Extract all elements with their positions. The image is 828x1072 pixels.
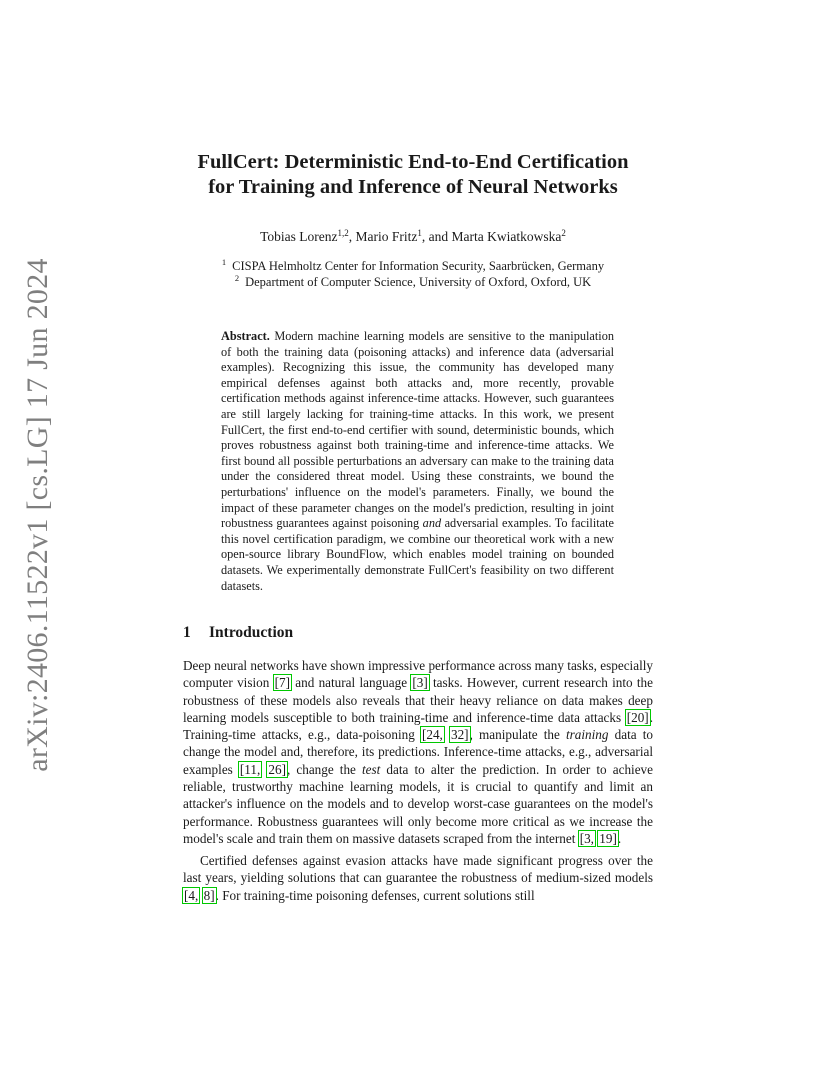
author-name: Tobias Lorenz (260, 229, 338, 244)
affiliation-mark: 2 (234, 273, 240, 283)
paragraph-text: data to alter the prediction. In order to achieve reliable, trustworthy machine learning models, it is crucial to quantify and limit an attacker's influence on the models and to develop worst-case guarantees on the model's performance. Robustness guarantees will only become more critical as we increase the model's scale and train them on massive datasets scraped from the internet (183, 761, 654, 846)
paragraph-text: , change the (286, 761, 363, 777)
emphasized-text: training (566, 727, 609, 743)
arxiv-identifier: arXiv:2406.11522v1 [cs.LG] 17 Jun 2024 (21, 258, 54, 772)
abstract (221, 329, 614, 594)
affiliation-text: Department of Computer Science, University of Oxford, Oxford, UK (245, 275, 592, 289)
author-name: , Mario Fritz (348, 229, 418, 244)
emphasized-text: test (362, 761, 381, 777)
abstract-label: Abstract. (221, 329, 270, 343)
author-affil-mark: 1,2 (337, 228, 349, 238)
section-heading-introduction (183, 624, 293, 642)
paragraph-text: Deep neural networks have shown impressive performance across many tasks, especially computer vision (183, 658, 653, 691)
author-list (140, 228, 686, 246)
citation-link[interactable]: [24, (421, 727, 443, 743)
author-affil-mark: 2 (561, 228, 566, 238)
section-title: Introduction (209, 624, 294, 641)
paper-title (140, 150, 686, 200)
abstract-text: Modern machine learning models are sensitive to the manipulation of both the training data (poisoning attacks) and inference data (adversarial examples). Recognizing this issue, the community has developed many empirical defenses against both attacks and, more recently, provable certification methods against inference-time attacks. However, such guarantees are still largely lacking for training-time attacks. In this work, we present FullCert, the first end-to-end certifier with sound, deterministic bounds, which proves robustness against both training-time and inference-time attacks. We first bound all possible perturbations an adversary can make to the training data under the considered threat model. Using these constraints, we bound the perturbations' influence on the model's parameters. Finally, we bound the impact of these parameter changes on the model's prediction, resulting in joint robustness guarantees against poisoning (221, 329, 614, 531)
section-number: 1 (183, 624, 191, 641)
citation-link[interactable]: [3, (579, 830, 594, 846)
citation-link[interactable]: 19] (599, 830, 617, 846)
citation-link[interactable]: 26] (268, 761, 286, 777)
paragraph-text: tasks. However, current research into the robustness of these models also reveals that their heavy reliance on data makes deep learning models susceptible to both training-time and inference-time data attacks (183, 675, 653, 725)
affiliation-2 (140, 274, 686, 290)
paragraph-text: . Training-time attacks, e.g., data-poisoning (183, 709, 653, 743)
paragraph-text: , manipulate the (469, 727, 566, 743)
citation-link[interactable]: [7] (274, 675, 290, 691)
title-line-1: FullCert: Deterministic End-to-End Certification (197, 151, 629, 173)
paragraph-text: Certified defenses against evasion attacks have made significant progress over the last years, yielding solutions that can guarantee the robustness of medium-sized models (183, 853, 653, 886)
citation-link[interactable]: 8] (203, 887, 215, 903)
intro-paragraph-2 (183, 852, 653, 904)
affiliation-text: CISPA Helmholtz Center for Information Security, Saarbrücken, Germany (232, 259, 605, 273)
citation-link[interactable]: [4, (184, 887, 199, 903)
author-name: , and Marta Kwiatkowska (421, 229, 562, 244)
paragraph-text: . For training-time poisoning defenses, current solutions still (215, 887, 535, 903)
paragraph-text: data to change the model and, therefore, its predictions. Inference-time attacks, e.g., adversarial examples (183, 727, 653, 777)
paragraph-text: and natural language (290, 675, 412, 691)
author-affil-mark: 1 (417, 228, 422, 238)
abstract-text: adversarial examples. To facilitate this novel certification paradigm, we combine our theoretical work with a new open-source library BoundFlow, which enables model training on bounded datasets. We experimentally demonstrate FullCert's feasibility on two different datasets. (221, 516, 614, 593)
citation-link[interactable]: [3] (412, 675, 428, 691)
paragraph-text: . (617, 830, 622, 846)
title-line-2: for Training and Inference of Neural Networks (208, 176, 618, 198)
arxiv-sidebar-stamp (14, 258, 62, 772)
affiliation-1 (140, 258, 686, 274)
affiliation-mark: 1 (221, 257, 227, 267)
intro-paragraph-1 (183, 657, 653, 847)
citation-link[interactable]: 32] (450, 727, 469, 743)
abstract-emphasis: and (422, 516, 442, 531)
citation-link[interactable]: [11, (239, 761, 261, 777)
citation-link[interactable]: [20] (626, 709, 649, 725)
